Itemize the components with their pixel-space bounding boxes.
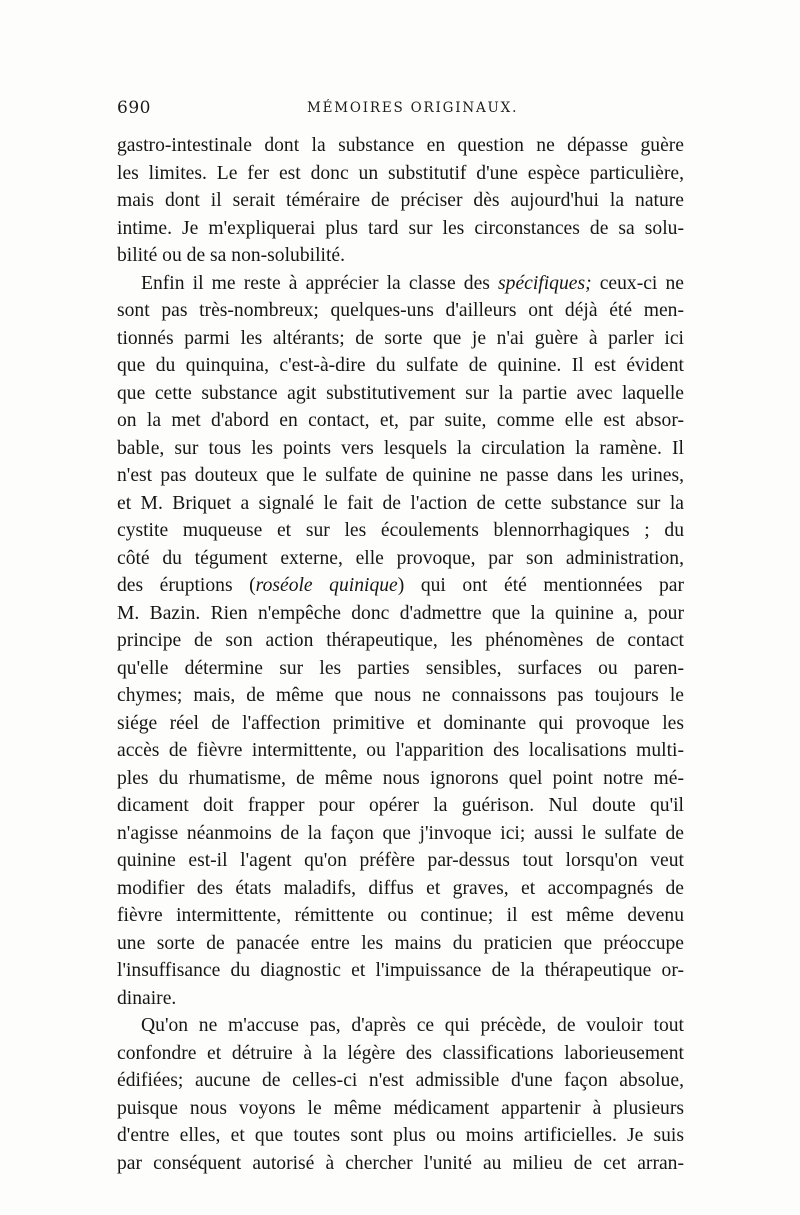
text-line: n'est pas douteux que le sulfate de quinine ne passe dans les urines, <box>117 465 684 486</box>
text-line: confondre et détruire à la légère des classifications laborieusement <box>117 1042 684 1064</box>
text-line: bable, sur tous les points vers lesquels la circulation la ramène. Il <box>117 437 684 459</box>
text-run: des éruptions ( <box>117 575 256 596</box>
text-line: ples du rhumatisme, de même nous ignorons quel point notre mé- <box>117 767 684 789</box>
text-line: sont pas très-nombreux; quelques-uns d'ailleurs ont déjà été men- <box>117 300 684 321</box>
text-line: on la met d'abord en contact, et, par suite, comme elle est absor- <box>117 410 684 431</box>
text-line: qu'elle détermine sur les parties sensibles, surfaces ou paren- <box>117 657 684 679</box>
page-header <box>117 98 684 128</box>
text-line: édifiées; aucune de celles-ci n'est admissible d'une façon absolue, <box>117 1070 684 1091</box>
italic-term: roséole quinique <box>255 575 398 596</box>
text-line <box>117 572 684 600</box>
text-line: l'insuffisance du diagnostic et l'impuissance de la thérapeutique or- <box>117 960 684 981</box>
text-line: une sorte de panacée entre les mains du praticien que préoccupe <box>117 932 684 954</box>
text-line: intime. Je m'expliquerai plus tard sur les circonstances de sa solu- <box>117 217 684 239</box>
text-line: principe de son action thérapeutique, les phénomènes de contact <box>117 630 684 651</box>
text-line: quinine est-il l'agent qu'on préfère par-dessus tout lorsqu'on veut <box>117 850 684 871</box>
text-run: ceux-ci ne <box>591 272 684 294</box>
text-line: et M. Briquet a signalé le fait de l'action de cette substance sur la <box>117 492 684 514</box>
text-line: n'agisse néanmoins de la façon que j'invoque ici; aussi le sulfate de <box>117 822 684 844</box>
text-line <box>117 270 684 298</box>
text-line: tionnés parmi les altérants; de sorte que je n'ai guère à parler ici <box>117 327 684 349</box>
text-line: bilité ou de sa non-solubilité. <box>117 245 346 266</box>
text-line: mais dont il serait téméraire de préciser dès aujourd'hui la nature <box>117 190 684 211</box>
text-line: dinaire. <box>117 987 177 1009</box>
text-line: côté du tégument externe, elle provoque, par son administration, <box>117 547 684 569</box>
text-line: accès de fièvre intermittente, ou l'apparition des localisations multi- <box>117 740 684 761</box>
text-run: ) qui ont été mentionnées par <box>397 575 684 596</box>
text-line: M. Bazin. Rien n'empêche donc d'admettre que la quinine a, pour <box>117 602 684 624</box>
text-line: fièvre intermittente, rémittente ou continue; il est même devenu <box>117 905 684 926</box>
text-line: par conséquent autorisé à chercher l'unité au milieu de cet arran- <box>117 1152 684 1174</box>
text-line: cystite muqueuse et sur les écoulements blennorrhagiques ; du <box>117 520 684 541</box>
text-line: chymes; mais, de même que nous ne connaissons pas toujours le <box>117 685 684 706</box>
running-title: MÉMOIRES ORIGINAUX. <box>307 100 519 116</box>
text-line: d'entre elles, et que toutes sont plus ou moins artificielles. Je suis <box>117 1125 684 1146</box>
text-line: puisque nous voyons le même médicament appartenir à plusieurs <box>117 1097 684 1119</box>
text-line: que du quinquina, c'est-à-dire du sulfate de quinine. Il est évident <box>117 355 684 376</box>
text-line: les limites. Le fer est donc un substitutif d'une espèce particulière, <box>117 162 684 184</box>
text-line: dicament doit frapper pour opérer la guérison. Nul doute qu'il <box>117 795 684 816</box>
text-line: Qu'on ne m'accuse pas, d'après ce qui précède, de vouloir tout <box>141 1015 684 1036</box>
text-line: gastro-intestinale dont la substance en question ne dépasse guère <box>117 135 684 156</box>
text-line: siége réel de l'affection primitive et dominante qui provoque les <box>117 712 684 734</box>
italic-term: spécifiques; <box>498 272 592 294</box>
body-text <box>117 132 684 1177</box>
text-line: que cette substance agit substitutivement sur la partie avec laquelle <box>117 382 684 404</box>
text-run: Enfin il me reste à apprécier la classe des <box>141 272 499 294</box>
text-line: modifier des états maladifs, diffus et graves, et accompagnés de <box>117 877 684 899</box>
page-number: 690 <box>117 98 151 118</box>
